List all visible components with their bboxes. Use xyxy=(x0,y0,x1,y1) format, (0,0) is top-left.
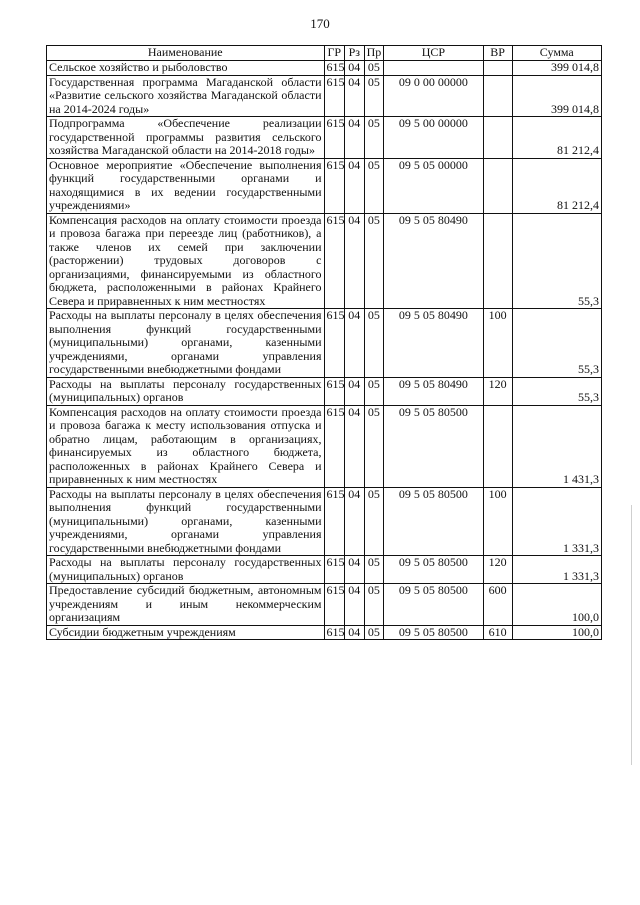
table-row xyxy=(47,625,602,640)
row-sum: 399 014,8 xyxy=(512,75,601,117)
row-pr: 05 xyxy=(364,61,384,76)
header-csr: ЦСР xyxy=(384,46,484,61)
row-rz: 04 xyxy=(345,61,365,76)
header-vr: ВР xyxy=(483,46,512,61)
table-row xyxy=(47,309,602,378)
row-gr: 615 xyxy=(324,75,345,117)
row-sum: 100,0 xyxy=(512,625,601,640)
row-vr xyxy=(483,158,512,213)
table-row xyxy=(47,377,602,405)
table-row xyxy=(47,213,602,309)
header-gr: ГР xyxy=(324,46,345,61)
row-vr: 120 xyxy=(483,556,512,584)
row-csr: 09 5 00 00000 xyxy=(384,117,484,159)
table-row xyxy=(47,61,602,76)
page-number: 170 xyxy=(310,16,330,31)
row-vr: 610 xyxy=(483,625,512,640)
row-gr: 615 xyxy=(324,61,345,76)
row-gr: 615 xyxy=(324,377,345,405)
row-sum: 55,3 xyxy=(512,377,601,405)
header-name: Наименование xyxy=(47,46,325,61)
row-sum: 81 212,4 xyxy=(512,158,601,213)
row-rz: 04 xyxy=(345,309,365,378)
row-sum: 81 212,4 xyxy=(512,117,601,159)
row-csr: 09 5 05 80500 xyxy=(384,625,484,640)
scan-edge-line xyxy=(631,505,632,765)
row-pr: 05 xyxy=(364,213,384,309)
header-rz: Рз xyxy=(345,46,365,61)
row-pr: 05 xyxy=(364,75,384,117)
table-header xyxy=(47,46,602,61)
row-name: Компенсация расходов на оплату стоимости проезда и провоза багажа к месту использования отпуска и обратно лицам, работающим в организациях, финансируемых из областного бюджета, расположенных в районах Крайнего Севера и приравненных к ним местностях xyxy=(47,405,325,487)
row-csr: 09 5 05 80490 xyxy=(384,309,484,378)
row-rz: 04 xyxy=(345,377,365,405)
row-name: Компенсация расходов на оплату стоимости проезда и провоза багажа при переезде лиц (работников), а также членов их семей при заключении (расторжении) трудовых договоров с организациями, финансируемыми из областного бюджета, расположенными в районах Крайнего Севера и приравненных к ним местностях xyxy=(47,213,325,309)
row-vr xyxy=(483,75,512,117)
row-pr: 05 xyxy=(364,556,384,584)
row-gr: 615 xyxy=(324,556,345,584)
row-gr: 615 xyxy=(324,405,345,487)
row-pr: 05 xyxy=(364,158,384,213)
budget-table xyxy=(46,45,602,640)
row-gr: 615 xyxy=(324,309,345,378)
row-gr: 615 xyxy=(324,625,345,640)
row-csr: 09 5 05 80500 xyxy=(384,405,484,487)
row-pr: 05 xyxy=(364,584,384,626)
table-row xyxy=(47,584,602,626)
header-pr: Пр xyxy=(364,46,384,61)
row-sum: 399 014,8 xyxy=(512,61,601,76)
row-gr: 615 xyxy=(324,158,345,213)
row-name: Расходы на выплаты персоналу в целях обеспечения выполнения функций государственными (муниципальными) органами, казенными учреждениями, органами управления государственными внебюджетными фондами xyxy=(47,309,325,378)
row-name: Основное мероприятие «Обеспечение выполнения функций государственными органами и находящимися в их ведении государственными учреждениями» xyxy=(47,158,325,213)
row-gr: 615 xyxy=(324,213,345,309)
row-vr: 600 xyxy=(483,584,512,626)
row-vr xyxy=(483,405,512,487)
row-csr xyxy=(384,61,484,76)
row-name: Расходы на выплаты персоналу в целях обеспечения выполнения функций государственными (муниципальными) органами, казенными учреждениями, органами управления государственными внебюджетными фондами xyxy=(47,487,325,556)
row-csr: 09 5 05 80490 xyxy=(384,213,484,309)
row-gr: 615 xyxy=(324,117,345,159)
row-csr: 09 5 05 00000 xyxy=(384,158,484,213)
row-name: Субсидии бюджетным учреждениям xyxy=(47,625,325,640)
row-name: Расходы на выплаты персоналу государственных (муниципальных) органов xyxy=(47,377,325,405)
table-row xyxy=(47,556,602,584)
row-pr: 05 xyxy=(364,377,384,405)
table-row xyxy=(47,405,602,487)
row-rz: 04 xyxy=(345,584,365,626)
row-rz: 04 xyxy=(345,213,365,309)
row-vr: 100 xyxy=(483,309,512,378)
table-row xyxy=(47,158,602,213)
row-rz: 04 xyxy=(345,158,365,213)
row-pr: 05 xyxy=(364,487,384,556)
row-name: Государственная программа Магаданской области «Развитие сельского хозяйства Магаданской области на 2014-2024 годы» xyxy=(47,75,325,117)
row-sum: 1 331,3 xyxy=(512,487,601,556)
row-gr: 615 xyxy=(324,487,345,556)
row-name: Подпрограмма «Обеспечение реализации государственной программы развития сельского хозяйства Магаданской области на 2014-2018 годы» xyxy=(47,117,325,159)
row-rz: 04 xyxy=(345,405,365,487)
header-row xyxy=(47,46,602,61)
row-sum: 1 431,3 xyxy=(512,405,601,487)
row-rz: 04 xyxy=(345,556,365,584)
row-rz: 04 xyxy=(345,117,365,159)
row-name: Сельское хозяйство и рыболовство xyxy=(47,61,325,76)
row-pr: 05 xyxy=(364,405,384,487)
row-vr xyxy=(483,61,512,76)
row-name: Расходы на выплаты персоналу государственных (муниципальных) органов xyxy=(47,556,325,584)
table-row xyxy=(47,487,602,556)
header-sum: Сумма xyxy=(512,46,601,61)
row-pr: 05 xyxy=(364,117,384,159)
table-row xyxy=(47,75,602,117)
row-rz: 04 xyxy=(345,625,365,640)
table-body xyxy=(47,61,602,640)
row-csr: 09 5 05 80500 xyxy=(384,584,484,626)
row-rz: 04 xyxy=(345,75,365,117)
row-pr: 05 xyxy=(364,309,384,378)
row-csr: 09 0 00 00000 xyxy=(384,75,484,117)
row-vr: 100 xyxy=(483,487,512,556)
row-pr: 05 xyxy=(364,625,384,640)
row-sum: 55,3 xyxy=(512,309,601,378)
row-vr: 120 xyxy=(483,377,512,405)
row-csr: 09 5 05 80500 xyxy=(384,556,484,584)
row-rz: 04 xyxy=(345,487,365,556)
row-csr: 09 5 05 80500 xyxy=(384,487,484,556)
table-row xyxy=(47,117,602,159)
row-csr: 09 5 05 80490 xyxy=(384,377,484,405)
row-sum: 100,0 xyxy=(512,584,601,626)
row-sum: 1 331,3 xyxy=(512,556,601,584)
row-name: Предоставление субсидий бюджетным, автономным учреждениям и иным некоммерческим организациям xyxy=(47,584,325,626)
row-gr: 615 xyxy=(324,584,345,626)
row-sum: 55,3 xyxy=(512,213,601,309)
row-vr xyxy=(483,117,512,159)
row-vr xyxy=(483,213,512,309)
